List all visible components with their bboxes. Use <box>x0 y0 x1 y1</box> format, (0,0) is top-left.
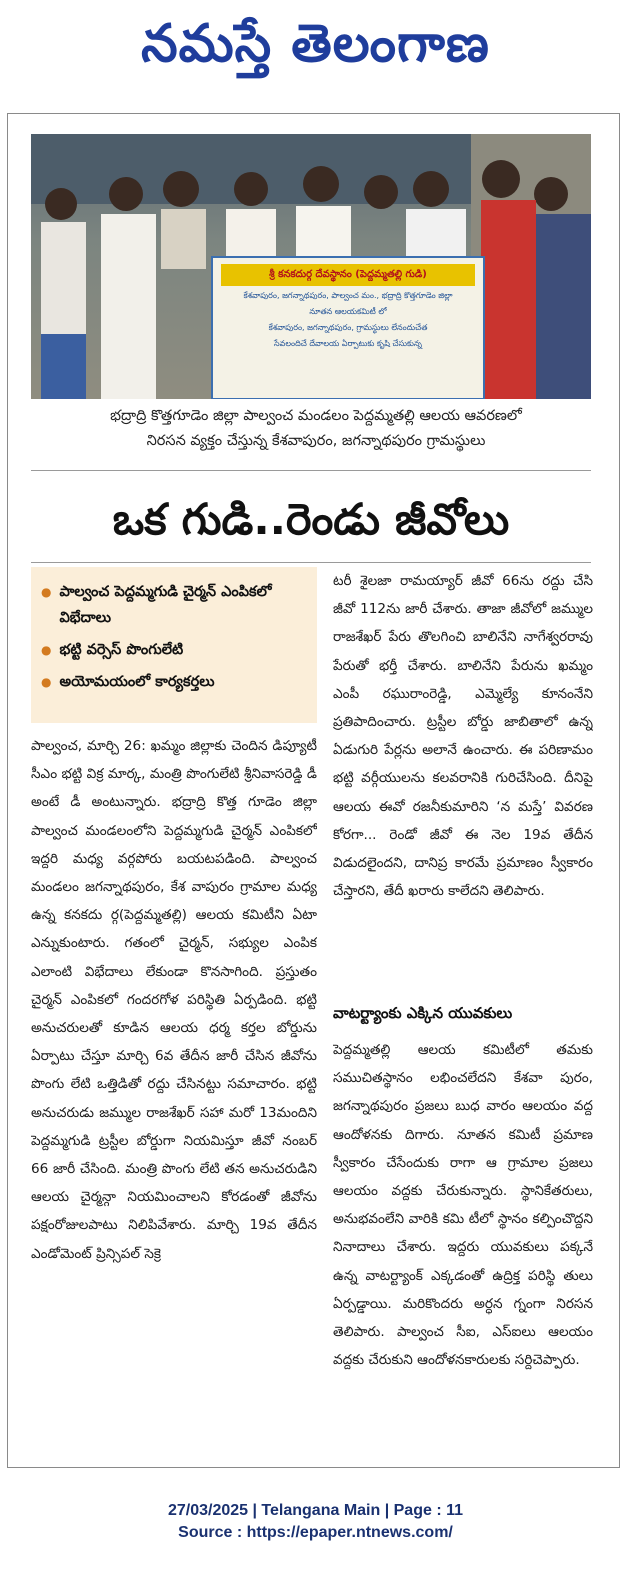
article-column-right <box>333 567 593 987</box>
subheading: వాటర్ట్యాంకు ఎక్కిన యువకులు <box>333 1004 513 1022</box>
headline: ఒక గుడి..రెండు జీవోలు <box>112 495 510 545</box>
protest-banner <box>211 256 485 399</box>
highlight-text: భట్టి వర్సెస్ పొంగులేటి <box>59 642 184 658</box>
article-body: పాల్వంచ, మార్చి 26: ఖమ్మం జిల్లాకు చెందిన డిప్యూటీ సీఎం భట్టి విక్ర మార్క, మంత్రి పొంగులేటి శ్రీనివాసరెడ్డి డీ అంటే డీ అంటున్నారు. భద్రాద్రి కొత్త గూడెం జిల్లా పాల్వంచ మండలంలోని పెద్దమ్మగుడి చైర్మన్ ఎంపికలో ఇద్దరి మధ్య వర్గపోరు బయటపడింది. పాల్వంచ మండలం జగన్నాథపురం, కేశ వాపురం గ్రామాల మధ్య ఉన్న కనకదు ర్గ(పెద్దమ్మతల్లి) ఆలయ కమిటీని ఏటా ఎన్నుకుంటారు. గతంలో చైర్మన్, సభ్యుల ఎంపిక ఎలాంటి విభేదాలు లేకుండా కొనసాగింది. ప్రస్తుతం చైర్మన్ ఎంపికలో గందరగోళ పరిస్థితి ఏర్పడింది. భట్టి అనుచరులతో కూడిన ఆలయ ధర్మ కర్తల బోర్డును ఏర్పాటు చేస్తూ మార్చి 6వ తేదీన జారీ చేసిన జీవోను పొంగు లేటి ఒత్తిడితో రద్దు చేసినట్టు సమాచారం. భట్టి అనుచరుడు జమ్ముల రాజశేఖర్ సహా మరో 13మందిని పెద్దమ్మగుడి ట్రస్టీల బోర్డుగా నియమిస్తూ జీవో నంబర్ 66 జారీ చేసింది. మంత్రి పొంగు లేటి తన అనుచరుడిని ఆలయ చైర్మన్గా నియమించాలని కోరడంతో జీవోను పక్షంరోజులపాటు నిలిపివేశారు. మార్చి 19వ తేదీన ఎండోమెంట్ ప్రిన్సిపల్ సెక్రె <box>31 738 317 1262</box>
caption-line: భద్రాద్రి కొత్తగూడెం జిల్లా పాల్వంచ మండలం పెద్దమ్మతల్లి ఆలయ ఆవరణలో <box>110 408 522 424</box>
highlight-item <box>41 579 309 631</box>
banner-title: శ్రీ కనకదుర్గ దేవస్థానం (పెద్దమ్మతల్లి గుడి) <box>221 264 475 286</box>
footer-date-line: 27/03/2025 | Telangana Main | Page : 11 <box>167 1502 464 1519</box>
highlight-item <box>41 637 309 663</box>
bullet-icon: ● <box>41 643 52 657</box>
highlight-text: పాల్వంచ పెద్దమ్మగుడి చైర్మన్ ఎంపికలో విభేదాలు <box>59 584 272 626</box>
article-body: పెద్దమ్మతల్లి ఆలయ కమిటీలో తమకు సముచితస్థానం లభించలేదని కేశవా పురం, జగన్నాథపురం ప్రజలు బుధ వారం ఆలయం వద్ద ఆందోళనకు దిగారు. నూతన కమిటీ ప్రమాణ స్వీకారం చేసేందుకు రాగా ఆ గ్రామాల ప్రజలు ఆలయం వద్దకు చేరుకున్నారు. స్థానికేతరులు, అనుభవంలేని వారికి కమి టీలో స్థానం కల్పించొద్దని నినాదాలు చేశారు. ఇద్దరు యువకులు పక్కనే ఉన్న వాటర్ట్యాంక్ ఎక్కడంతో ఉద్రిక్త పరిస్థి తులు ఏర్పడ్డాయి. మరికొందరు అర్ధన గ్నంగా నిరసన తెలిపారు. పాల్వంచ సీఐ, ఎస్ఐలు ఆలయం వద్దకు చేరుకుని ఆందోళనకారులకు సర్దిచెప్పారు. <box>333 1042 593 1369</box>
article-column-right-2 <box>333 1036 593 1456</box>
article-column-left <box>31 732 317 1452</box>
masthead-title: నమస్తే తెలంగాణ <box>141 13 490 74</box>
photo-caption <box>56 404 576 454</box>
banner-line: కేశవాపురం, జగన్నాథపురం, పాల్వంచ మం., భద్రాద్రి కొత్తగూడెం జిల్లా <box>243 291 453 300</box>
highlights-box <box>31 567 317 723</box>
banner-line: నూతన ఆలయకమిటీ లో <box>309 307 387 316</box>
bullet-icon: ● <box>41 675 52 689</box>
caption-line: నిరసన వ్యక్తం చేస్తున్న కేశవాపురం, జగన్నాథపురం గ్రామస్థులు <box>146 433 486 449</box>
divider <box>31 562 591 563</box>
divider <box>31 470 591 471</box>
highlight-item <box>41 669 309 695</box>
highlight-text: అయోమయంలో కార్యకర్తలు <box>59 674 215 690</box>
newspaper-masthead <box>0 0 631 100</box>
bullet-icon: ● <box>41 585 52 599</box>
footer-source-line: Source : https://epaper.ntnews.com/ <box>178 1524 453 1541</box>
banner-line: కేశవాపురం, జగన్నాథపురం, గ్రామస్థులు లేనందుచేత <box>268 323 428 332</box>
news-photo <box>31 134 591 399</box>
banner-line: సేవలందిచే దేవాలయ ఏర్పాటుకు కృషి చేసుకున్న <box>274 339 422 348</box>
page-footer <box>0 1500 631 1544</box>
article-body: టరీ శైలజా రామయ్యార్ జీవో 66ను రద్దు చేసి జీవో 112ను జారీ చేశారు. తాజా జీవోలో జమ్ముల రాజశేఖర్ పేరు తొలగించి బాలినేని నాగేశ్వరరావు పేరుతో భర్తీ చేశారు. బాలినేని పేరును ఖమ్మం ఎంపీ రఘురాంరెడ్డి, ఎమ్మెల్యే కూనంనేని ప్రతిపాదించారు. ట్రస్టీల బోర్డు జాబితాలో ఉన్న ఏడుగురి పేర్లను అలానే ఉంచారు. ఈ పరిణామం భట్టి వర్గీయులను కలవరానికి గురిచేసింది. దీనిపై ఆలయ ఈవో రజనీకుమారిని ‘న మస్తే’ వివరణ కోరగా... రెండో జీవో ఈ నెల 19వ తేదీన విడుదలైందని, దానిప్ర కారమే ప్రమాణం స్వీకారం చేస్తారని, తేదీ ఖరారు కాలేదని తెలిపారు. <box>333 573 593 900</box>
